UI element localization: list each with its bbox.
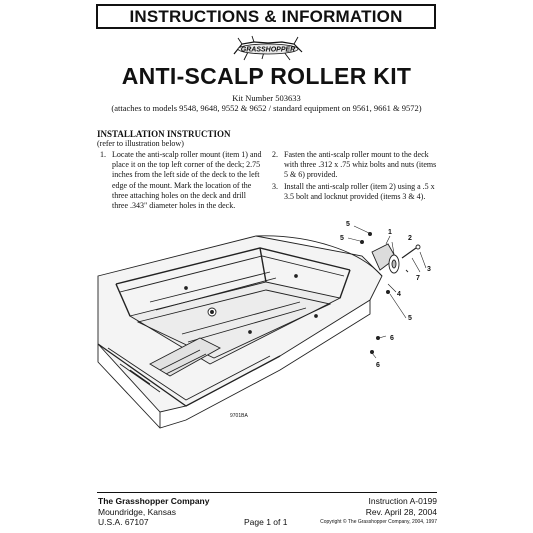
footer-meta (277, 496, 437, 526)
callout-label: 1 (388, 229, 392, 236)
step-number: 3. (272, 181, 278, 191)
mower-deck (98, 236, 382, 428)
step-text: Locate the anti-scalp roller mount (item 1) and place it on the top left corner of the deck; 2.75 inches from the left side of the deck to the left edge of the mount. Mark the location of the three attaching holes on the deck and drill three .343" diameter holes in the deck. (112, 150, 262, 211)
step-text: Install the anti-scalp roller (item 2) using a .5 x 3.5 bolt and locknut provided (items 3 & 4). (284, 181, 435, 201)
callout-label: 5 (340, 235, 344, 242)
revision-date: Rev. April 28, 2004 (365, 506, 437, 517)
callout-label: 3 (427, 266, 431, 273)
footer-divider (97, 492, 437, 493)
company-name: The Grasshopper Company (98, 496, 210, 506)
copyright-notice: Copyright © The Grasshopper Company, 2004, 1997 (320, 519, 437, 525)
step-text: Fasten the anti-scalp roller mount to the deck with three .312 x .75 whiz bolts and nuts (items 5 & 6) provided. (284, 150, 437, 180)
callout-label: 5 (346, 221, 350, 228)
figure-number: 9701BA (230, 413, 248, 419)
callout-label: 6 (390, 335, 394, 342)
step-item (100, 150, 263, 211)
steps-right-column (272, 150, 437, 203)
svg-text:GRASSHOPPER: GRASSHOPPER (240, 46, 296, 54)
refer-note: (refer to illustration below) (97, 139, 184, 148)
callout-label: 5 (408, 315, 412, 322)
instruction-number: Instruction A-0199 (368, 496, 437, 506)
header-title: INSTRUCTIONS & INFORMATION (129, 6, 403, 26)
step-item (272, 182, 437, 202)
header-banner (96, 4, 436, 29)
kit-number: Kit Number 503633 (232, 93, 301, 103)
callout-label: 7 (416, 275, 420, 282)
callout-label: 4 (397, 291, 401, 298)
step-number: 1. (100, 150, 106, 159)
footer-address (98, 496, 209, 528)
document-title: ANTI-SCALP ROLLER KIT (121, 63, 412, 89)
deck-illustration (90, 214, 450, 434)
installation-heading: INSTALLATION INSTRUCTION (97, 129, 231, 139)
callout-label: 2 (408, 235, 412, 242)
step-number: 2. (272, 150, 278, 159)
company-city: Moundridge, Kansas (98, 506, 176, 517)
callout-label: 6 (376, 362, 380, 369)
anti-scalp-roller (372, 244, 420, 273)
page-number: Page 1 of 1 (244, 517, 288, 527)
attaches-models: (attaches to models 9548, 9648, 9552 & 9652 / standard equipment on 9561, 9661 & 9572) (111, 103, 422, 113)
step-item (272, 150, 437, 181)
grasshopper-logo (228, 34, 308, 62)
company-zip: U.S.A. 67107 (98, 517, 149, 527)
steps-left-column (100, 150, 263, 211)
